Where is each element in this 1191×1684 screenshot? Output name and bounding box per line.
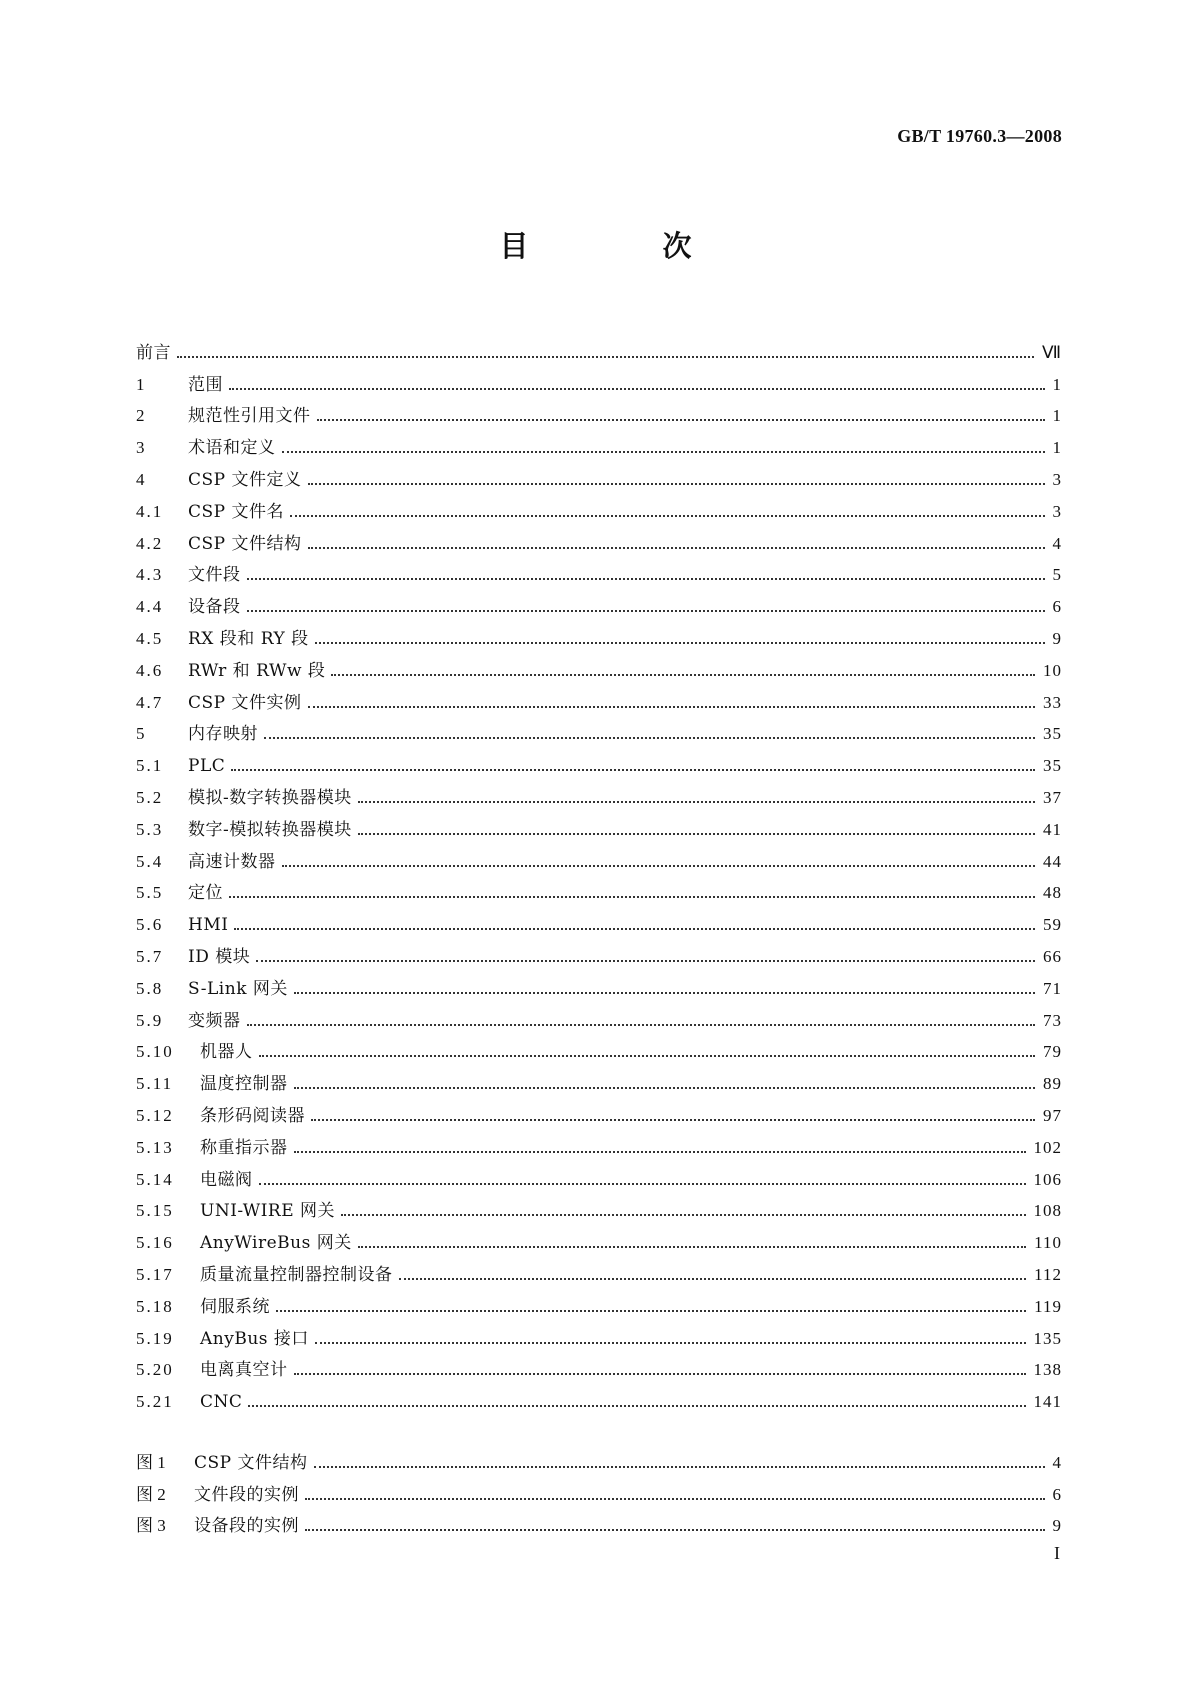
toc-entry-number: 5.6 xyxy=(136,915,164,935)
toc-entry-number: 5.19 xyxy=(136,1328,174,1348)
toc-entry-number: 5.21 xyxy=(136,1392,174,1412)
dot-leader xyxy=(331,674,1035,676)
toc-entry-number: 5.9 xyxy=(136,1010,164,1030)
dot-leader xyxy=(358,1246,1026,1248)
toc-entry-number: 5.20 xyxy=(136,1360,174,1380)
dot-leader xyxy=(231,769,1035,771)
toc-entry[interactable] xyxy=(136,650,1062,682)
figure-entry-number: 图 1 xyxy=(136,1452,166,1472)
dot-leader xyxy=(229,896,1035,898)
toc-entry-title: 高速计数器 xyxy=(188,851,276,872)
toc-entry-number: 5.10 xyxy=(136,1042,174,1062)
toc-entry[interactable] xyxy=(136,555,1062,587)
toc-entry-number: 4.3 xyxy=(136,565,164,585)
dot-leader xyxy=(248,1405,1025,1407)
toc-entry[interactable] xyxy=(136,491,1062,523)
dot-leader xyxy=(290,515,1045,517)
toc-entry-number: 5.14 xyxy=(136,1169,174,1189)
toc-entry-number: 2 xyxy=(136,406,147,426)
toc-entry[interactable] xyxy=(136,586,1062,618)
figure-list xyxy=(136,1442,1062,1537)
toc-entry-page: 97 xyxy=(1043,1105,1062,1125)
figure-entry-title: 设备段的实例 xyxy=(194,1516,299,1537)
dot-leader xyxy=(314,1466,1045,1468)
toc-entry-page: 102 xyxy=(1033,1137,1062,1157)
toc-entry-title: HMI xyxy=(188,915,229,936)
toc-entry[interactable] xyxy=(136,1063,1062,1095)
toc-entry[interactable] xyxy=(136,1318,1062,1350)
dot-leader xyxy=(234,928,1035,930)
toc-entry[interactable] xyxy=(136,523,1062,555)
toc-entry-title: 术语和定义 xyxy=(188,438,276,459)
toc-entry[interactable] xyxy=(136,745,1062,777)
standard-code: GB/T 19760.3—2008 xyxy=(897,126,1062,146)
toc-entry-number: 5.15 xyxy=(136,1201,174,1221)
toc-entry-page: 71 xyxy=(1043,978,1062,998)
toc-entry-page: 119 xyxy=(1034,1296,1062,1316)
figure-entry-number: 图 3 xyxy=(136,1516,166,1536)
toc-entry[interactable] xyxy=(136,1222,1062,1254)
toc-entry-number: 4.7 xyxy=(136,692,164,712)
toc-entry[interactable] xyxy=(136,427,1062,459)
toc-entry-title: RX 段和 RY 段 xyxy=(188,628,309,649)
figure-entry[interactable] xyxy=(136,1474,1062,1506)
toc-entry[interactable] xyxy=(136,714,1062,746)
toc-entry-title: PLC xyxy=(188,756,226,777)
toc-entry-title: 称重指示器 xyxy=(200,1137,288,1158)
toc-entry-title: CSP 文件名 xyxy=(188,501,284,522)
toc-entry-title: RWr 和 RWw 段 xyxy=(188,660,326,681)
toc-entry-number: 4.1 xyxy=(136,501,164,521)
toc-entry-title: 温度控制器 xyxy=(200,1074,288,1095)
toc-entry-page: 110 xyxy=(1034,1233,1062,1253)
toc-entry-page: 79 xyxy=(1043,1042,1062,1062)
dot-leader xyxy=(247,1024,1036,1026)
page-title: 目 次 xyxy=(499,229,754,263)
toc-entry-title: 文件段 xyxy=(188,565,241,586)
toc-entry-page: 6 xyxy=(1052,597,1062,617)
dot-leader xyxy=(315,1342,1026,1344)
toc-entry[interactable] xyxy=(136,968,1062,1000)
dot-leader xyxy=(247,610,1045,612)
toc-entry-number: 5.5 xyxy=(136,883,164,903)
toc-entry-number: 5.1 xyxy=(136,756,164,776)
figure-entry[interactable] xyxy=(136,1442,1062,1474)
toc-entry-page: 33 xyxy=(1043,692,1062,712)
toc-entry-number: 1 xyxy=(136,374,147,394)
page-folio: I xyxy=(1054,1543,1060,1563)
toc-entry-title: ID 模块 xyxy=(188,946,251,967)
toc-entry-title: 机器人 xyxy=(200,1042,253,1063)
toc-entry[interactable] xyxy=(136,809,1062,841)
toc-entry-title: 条形码阅读器 xyxy=(200,1105,305,1126)
toc-entry-page: 1 xyxy=(1052,438,1062,458)
toc-entry-page: 108 xyxy=(1033,1201,1062,1221)
toc-entry-page: 10 xyxy=(1043,660,1062,680)
toc-entry-number: 5 xyxy=(136,724,147,744)
dot-leader xyxy=(294,1087,1036,1089)
toc-entry-title: CSP 文件实例 xyxy=(188,692,302,713)
dot-leader xyxy=(358,801,1035,803)
toc-entry-number: 5.17 xyxy=(136,1264,174,1284)
figure-entry-page: 4 xyxy=(1052,1452,1062,1472)
toc-entry-page: 112 xyxy=(1034,1264,1062,1284)
toc-entry-title: 内存映射 xyxy=(188,724,258,745)
dot-leader xyxy=(276,1310,1026,1312)
toc-entry-page: 141 xyxy=(1033,1392,1062,1412)
toc-entry-title: 数字-模拟转换器模块 xyxy=(188,819,352,840)
toc-entry[interactable] xyxy=(136,1000,1062,1032)
toc-entry-page: 59 xyxy=(1043,915,1062,935)
toc-entry[interactable] xyxy=(136,618,1062,650)
toc-entry-title: 模拟-数字转换器模块 xyxy=(188,787,352,808)
toc-entry-title: S-Link 网关 xyxy=(188,978,288,999)
dot-leader xyxy=(308,706,1036,708)
dot-leader xyxy=(305,1498,1045,1500)
toc-entry-title: CSP 文件定义 xyxy=(188,469,302,490)
toc-entry-page: 138 xyxy=(1033,1360,1062,1380)
toc-list xyxy=(136,332,1062,1413)
toc-entry-number: 5.18 xyxy=(136,1296,174,1316)
toc-entry-page: Ⅶ xyxy=(1041,342,1062,362)
toc-entry[interactable] xyxy=(136,459,1062,491)
dot-leader xyxy=(256,960,1035,962)
dot-leader xyxy=(259,1055,1036,1057)
dot-leader xyxy=(247,578,1045,580)
toc-entry-page: 1 xyxy=(1052,374,1062,394)
toc-entry-title: AnyBus 接口 xyxy=(200,1328,309,1349)
toc-entry-page: 35 xyxy=(1043,724,1062,744)
dot-leader xyxy=(294,992,1035,994)
toc-entry-page: 3 xyxy=(1052,469,1062,489)
toc-entry-page: 106 xyxy=(1033,1169,1062,1189)
toc-entry-title: 伺服系统 xyxy=(200,1296,270,1317)
toc-entry-number: 4.2 xyxy=(136,533,164,553)
toc-entry[interactable] xyxy=(136,1191,1062,1223)
dot-leader xyxy=(308,547,1045,549)
toc-entry-number: 5.4 xyxy=(136,851,164,871)
figure-entry[interactable] xyxy=(136,1506,1062,1538)
figure-entry-page: 9 xyxy=(1052,1516,1062,1536)
toc-entry-title: UNI-WIRE 网关 xyxy=(200,1201,336,1222)
toc-entry[interactable] xyxy=(136,1159,1062,1191)
toc-entry[interactable] xyxy=(136,1095,1062,1127)
toc-entry[interactable] xyxy=(136,1286,1062,1318)
figure-entry-title: CSP 文件结构 xyxy=(194,1452,308,1473)
dot-leader xyxy=(264,737,1035,739)
dot-leader xyxy=(259,1183,1026,1185)
dot-leader xyxy=(282,865,1036,867)
toc-entry-title: 范围 xyxy=(188,374,223,395)
toc-entry[interactable] xyxy=(136,364,1062,396)
dot-leader xyxy=(282,451,1045,453)
toc-entry-number: 4.5 xyxy=(136,628,164,648)
toc-entry[interactable] xyxy=(136,682,1062,714)
toc-entry-page: 35 xyxy=(1043,756,1062,776)
toc-entry-page: 135 xyxy=(1033,1328,1062,1348)
dot-leader xyxy=(317,419,1045,421)
toc-entry-number: 4.4 xyxy=(136,597,164,617)
toc-entry[interactable] xyxy=(136,904,1062,936)
toc-entry-page: 5 xyxy=(1052,565,1062,585)
toc-entry-page: 37 xyxy=(1043,787,1062,807)
toc-entry-number: 4 xyxy=(136,469,147,489)
toc-entry[interactable] xyxy=(136,1254,1062,1286)
toc-entry-number: 4.6 xyxy=(136,660,164,680)
toc-entry-page: 89 xyxy=(1043,1074,1062,1094)
dot-leader xyxy=(294,1373,1026,1375)
dot-leader xyxy=(399,1278,1027,1280)
toc-entry[interactable] xyxy=(136,777,1062,809)
toc-entry-title: 电磁阀 xyxy=(200,1169,253,1190)
toc-entry-number: 5.11 xyxy=(136,1074,174,1094)
toc-entry-title: CNC xyxy=(200,1392,243,1413)
dot-leader xyxy=(229,388,1045,390)
toc-entry-title: 规范性引用文件 xyxy=(188,406,311,427)
toc-entry-title: 定位 xyxy=(188,883,223,904)
toc-entry-page: 66 xyxy=(1043,946,1062,966)
dot-leader xyxy=(315,642,1045,644)
toc-entry[interactable] xyxy=(136,936,1062,968)
toc-entry-number: 5.13 xyxy=(136,1137,174,1157)
toc-entry-number: 5.7 xyxy=(136,946,164,966)
toc-entry-page: 9 xyxy=(1052,628,1062,648)
toc-entry[interactable] xyxy=(136,873,1062,905)
dot-leader xyxy=(308,483,1045,485)
dot-leader xyxy=(305,1529,1045,1531)
toc-entry-number: 5.16 xyxy=(136,1233,174,1253)
toc-entry-page: 73 xyxy=(1043,1010,1062,1030)
toc-entry[interactable] xyxy=(136,396,1062,428)
toc-entry-page: 3 xyxy=(1052,501,1062,521)
toc-entry[interactable] xyxy=(136,841,1062,873)
toc-entry-title: AnyWireBus 网关 xyxy=(200,1233,352,1254)
dot-leader xyxy=(311,1119,1035,1121)
figure-entry-title: 文件段的实例 xyxy=(194,1484,299,1505)
toc-entry-title: 设备段 xyxy=(188,597,241,618)
toc-entry-page: 48 xyxy=(1043,883,1062,903)
toc-entry-number: 5.2 xyxy=(136,787,164,807)
toc-entry-number: 3 xyxy=(136,438,147,458)
toc-entry-title: 变频器 xyxy=(188,1010,241,1031)
toc-entry-title: 电离真空计 xyxy=(200,1360,288,1381)
figure-entry-page: 6 xyxy=(1052,1484,1062,1504)
toc-entry-page: 44 xyxy=(1043,851,1062,871)
toc-entry-page: 1 xyxy=(1052,406,1062,426)
toc-entry-page: 41 xyxy=(1043,819,1062,839)
toc-entry-number: 5.3 xyxy=(136,819,164,839)
dot-leader xyxy=(358,833,1035,835)
toc-entry[interactable] xyxy=(136,1127,1062,1159)
toc-entry[interactable] xyxy=(136,332,1062,364)
toc-entry[interactable] xyxy=(136,1032,1062,1064)
toc-entry-title: 前言 xyxy=(136,342,171,363)
toc-entry-number: 5.12 xyxy=(136,1105,174,1125)
toc-entry-title: CSP 文件结构 xyxy=(188,533,302,554)
figure-entry-number: 图 2 xyxy=(136,1484,166,1504)
dot-leader xyxy=(341,1214,1025,1216)
toc-entry[interactable] xyxy=(136,1381,1062,1413)
dot-leader xyxy=(294,1151,1026,1153)
toc-entry[interactable] xyxy=(136,1350,1062,1382)
toc-entry-title: 质量流量控制器控制设备 xyxy=(200,1264,393,1285)
toc-entry-page: 4 xyxy=(1052,533,1062,553)
toc-entry-number: 5.8 xyxy=(136,978,164,998)
dot-leader xyxy=(177,356,1034,358)
